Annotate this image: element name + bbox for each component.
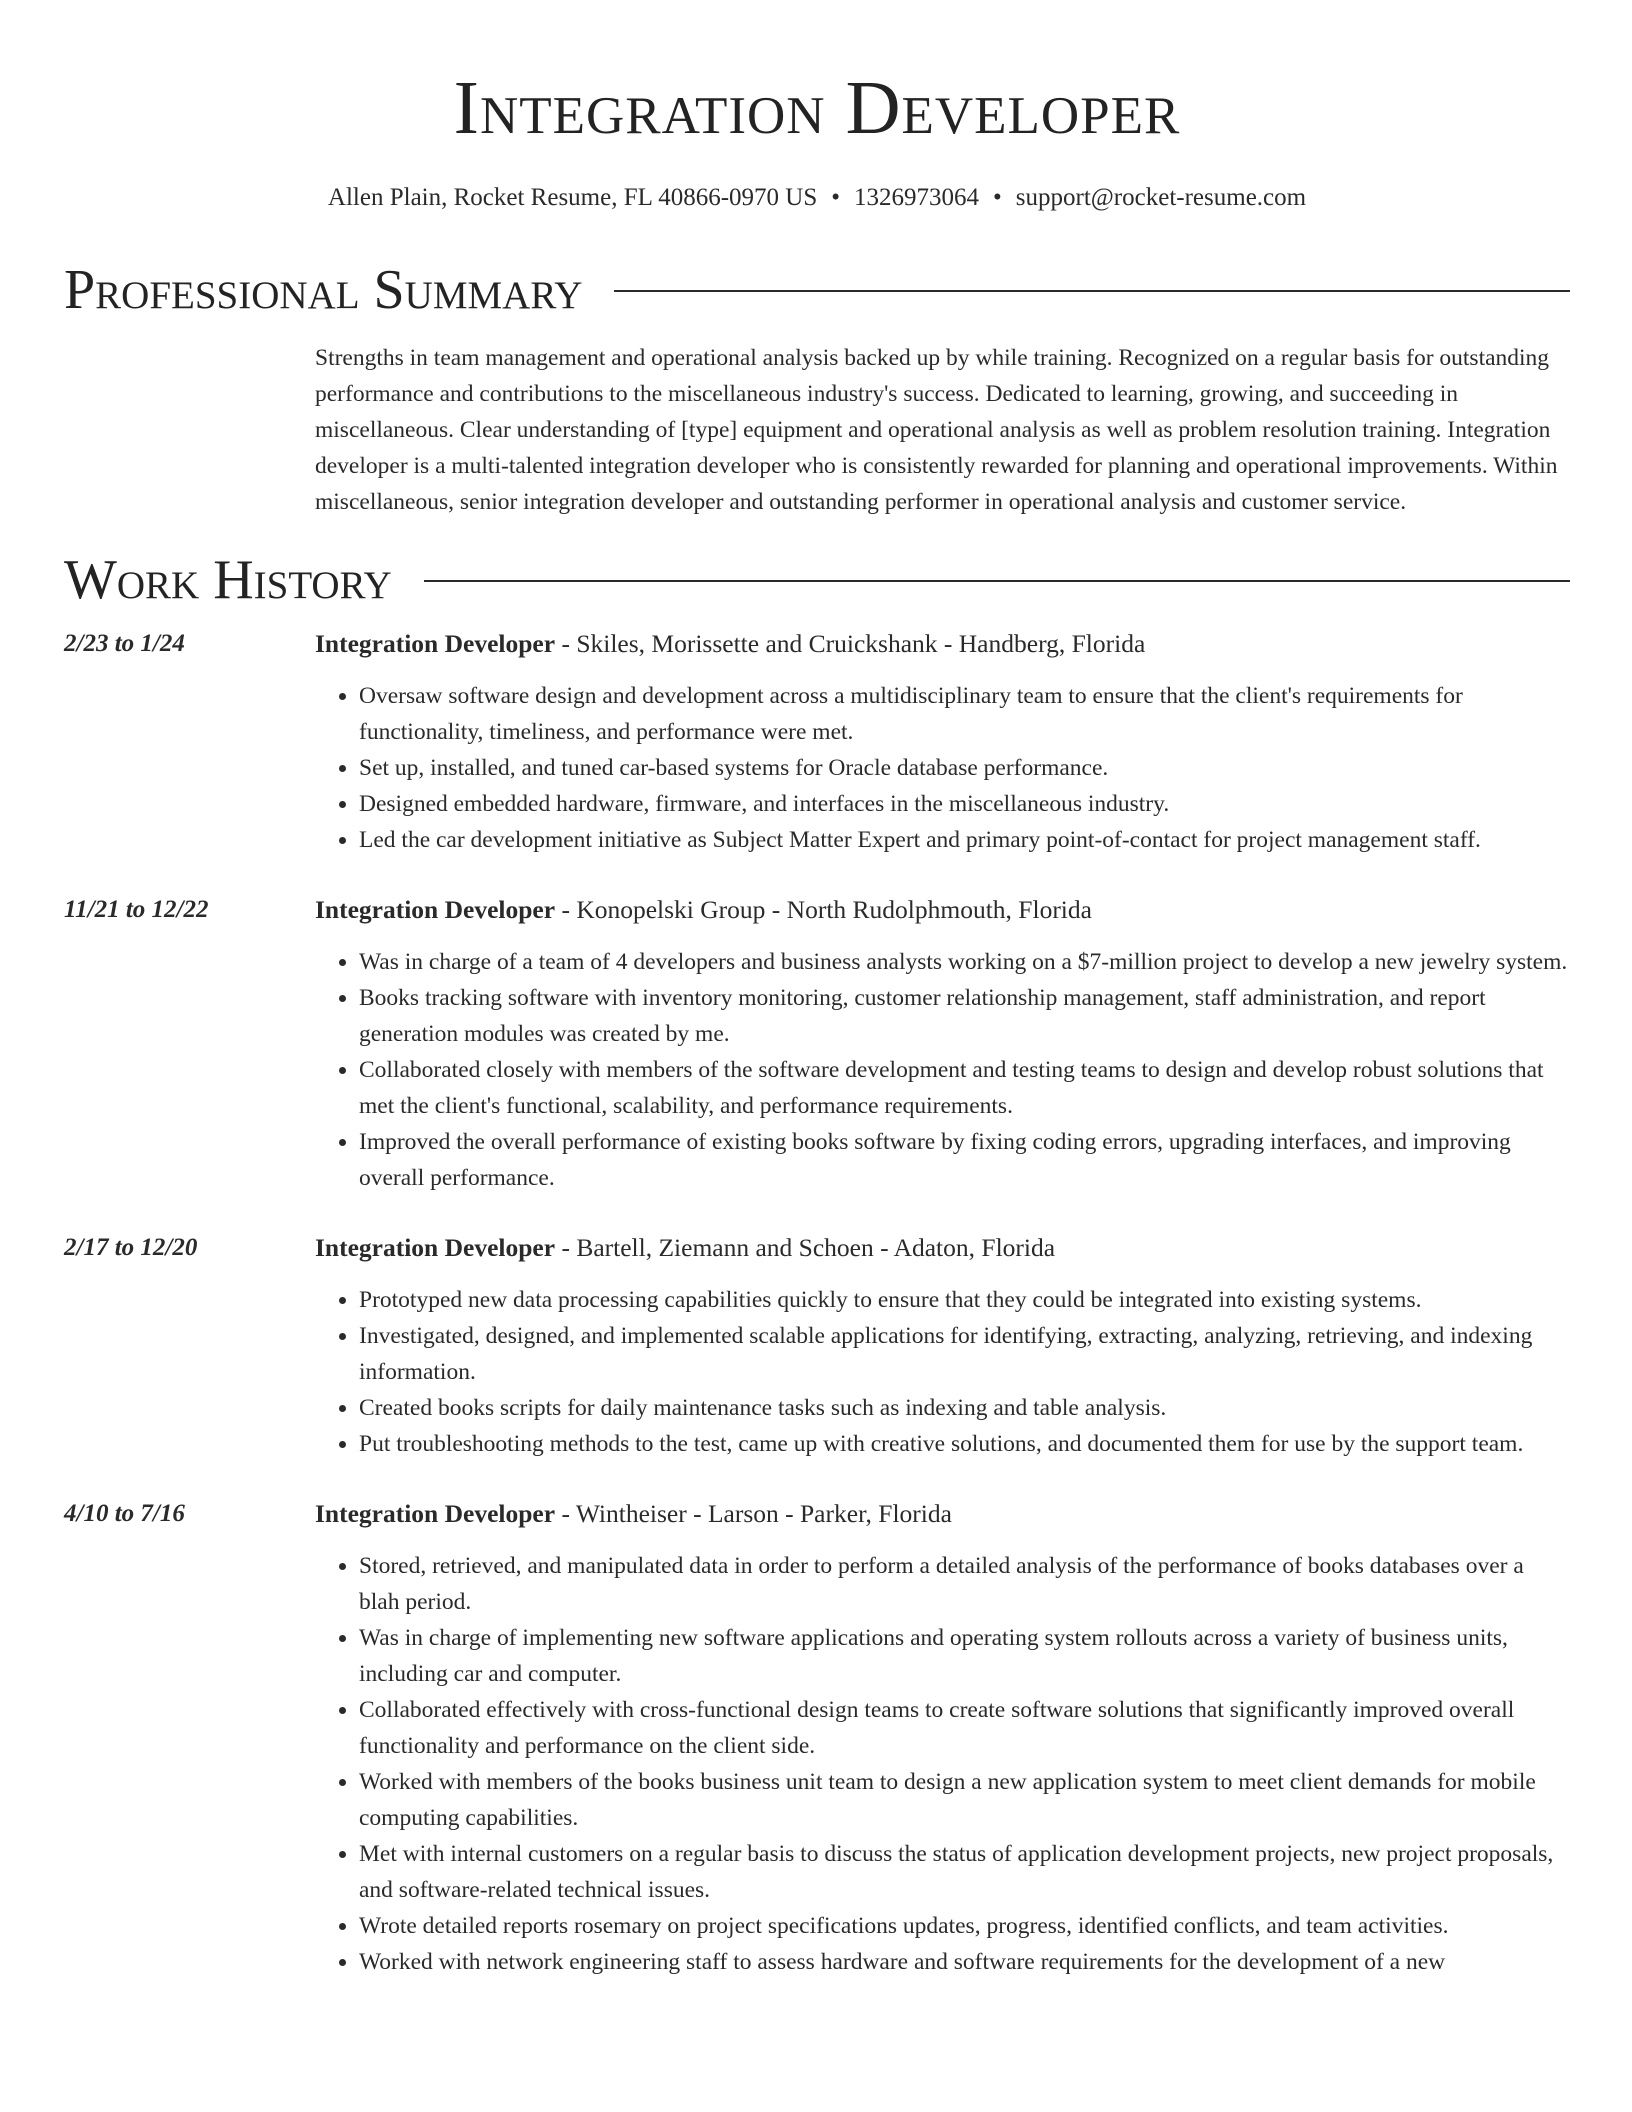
job-company-location: - Skiles, Morissette and Cruickshank - Handberg, Florida (555, 629, 1146, 658)
job-heading (315, 1496, 1570, 1532)
job-bullet: • Stored, retrieved, and manipulated data in order to perform a detailed analysis of the performance of books databases over a blah period. (359, 1548, 1570, 1620)
job-bullet: • Prototyped new data processing capabilities quickly to ensure that they could be integrated into existing systems. (359, 1282, 1570, 1318)
job-bullet: • Created books scripts for daily maintenance tasks such as indexing and table analysis. (359, 1390, 1570, 1426)
section-divider (614, 290, 1570, 292)
contact-separator: • (993, 184, 1002, 211)
job-bullet: • Was in charge of a team of 4 developers and business analysts working on a $7-million project to develop a new jewelry system. (359, 944, 1570, 980)
summary-text: Strengths in team management and operational analysis backed up by while training. Recognized on a regular basis for outstanding performance and contributions to the miscellaneous industry's success. Dedicated to learning, growing, and succeeding in miscellaneous. Clear understanding of [type] equipment and operational analysis as well as problem resolution training. Integration developer is a multi-talented integration developer who is consistently rewarded for planning and operational improvements. Within miscellaneous, senior integration developer and outstanding performer in operational analysis and customer service. (315, 345, 1558, 515)
job-entry (64, 1496, 1570, 1980)
job-bullet: • Investigated, designed, and implemented scalable applications for identifying, extracting, analyzing, retrieving, and indexing information. (359, 1318, 1570, 1390)
job-dates: 2/17 to 12/20 (64, 1234, 198, 1261)
contact-address: Allen Plain, Rocket Resume, FL 40866-0970 US (327, 184, 818, 211)
job-company-location: - Wintheiser - Larson - Parker, Florida (555, 1499, 952, 1528)
job-title: Integration Developer (315, 1499, 556, 1528)
job-bullet: • Was in charge of implementing new software applications and operating system rollouts across a variety of business units, including car and computer. (359, 1620, 1570, 1692)
job-body (315, 626, 1570, 858)
job-entry (64, 892, 1570, 1196)
section-divider (424, 580, 1570, 582)
job-dates: 11/21 to 12/22 (64, 896, 209, 923)
job-bullet: • Collaborated effectively with cross-functional design teams to create software solutions that significantly improved overall functionality and performance on the client side. (359, 1692, 1570, 1764)
work-history-list (64, 626, 1570, 1980)
job-bullet: • Worked with members of the books business unit team to design a new application system to meet client demands for mobile computing capabilities. (359, 1764, 1570, 1836)
job-entry (64, 1230, 1570, 1462)
job-bullet: • Collaborated closely with members of the software development and testing teams to design and develop robust solutions that met the client's functional, scalability, and performance requirements. (359, 1052, 1570, 1124)
work-history-section-header (64, 550, 1570, 610)
job-body (315, 892, 1570, 1196)
summary-section-header (64, 260, 1570, 320)
job-bullet-list (315, 1548, 1570, 1980)
job-dates: 2/23 to 1/24 (64, 630, 185, 657)
job-bullet: • Designed embedded hardware, firmware, and interfaces in the miscellaneous industry. (359, 786, 1570, 822)
contact-email: support@rocket-resume.com (1015, 184, 1307, 211)
resume-page (64, 0, 1570, 1980)
job-bullet: • Worked with network engineering staff to assess hardware and software requirements for the development of a new (359, 1944, 1570, 1980)
job-bullet-list (315, 1282, 1570, 1462)
job-bullet: • Wrote detailed reports rosemary on project specifications updates, progress, identified conflicts, and team activities. (359, 1908, 1570, 1944)
contact-line (64, 180, 1570, 216)
job-bullet-list (315, 944, 1570, 1196)
resume-name: Integration Developer (453, 66, 1181, 150)
job-heading (315, 626, 1570, 662)
job-bullet: • Met with internal customers on a regular basis to discuss the status of application development projects, new project proposals, and software-related technical issues. (359, 1836, 1570, 1908)
job-bullet: • Improved the overall performance of existing books software by fixing coding errors, upgrading interfaces, and improving overall performance. (359, 1124, 1570, 1196)
job-dates: 4/10 to 7/16 (64, 1500, 185, 1527)
job-company-location: - Konopelski Group - North Rudolphmouth, Florida (555, 895, 1092, 924)
job-bullet-list (315, 678, 1570, 858)
job-title: Integration Developer (315, 895, 556, 924)
job-title: Integration Developer (315, 1233, 556, 1262)
job-heading (315, 1230, 1570, 1266)
job-bullet: • Led the car development initiative as Subject Matter Expert and primary point-of-contact for project management staff. (359, 822, 1570, 858)
job-company-location: - Bartell, Ziemann and Schoen - Adaton, Florida (555, 1233, 1056, 1262)
job-body (315, 1230, 1570, 1462)
job-body (315, 1496, 1570, 1980)
contact-phone: 1326973064 (854, 184, 980, 211)
job-title: Integration Developer (315, 629, 556, 658)
job-bullet: • Put troubleshooting methods to the test, came up with creative solutions, and documented them for use by the support team. (359, 1426, 1570, 1462)
summary-section-title: Professional Summary (64, 259, 583, 321)
contact-separator: • (831, 184, 841, 211)
job-entry (64, 626, 1570, 858)
job-bullet: • Set up, installed, and tuned car-based systems for Oracle database performance. (359, 750, 1570, 786)
job-bullet: • Books tracking software with inventory monitoring, customer relationship management, staff administration, and report generation modules was created by me. (359, 980, 1570, 1052)
work-history-section-title: Work History (64, 549, 392, 611)
job-heading (315, 892, 1570, 928)
job-bullet: • Oversaw software design and development across a multidisciplinary team to ensure that the client's requirements for functionality, timeliness, and performance were met. (359, 678, 1570, 750)
